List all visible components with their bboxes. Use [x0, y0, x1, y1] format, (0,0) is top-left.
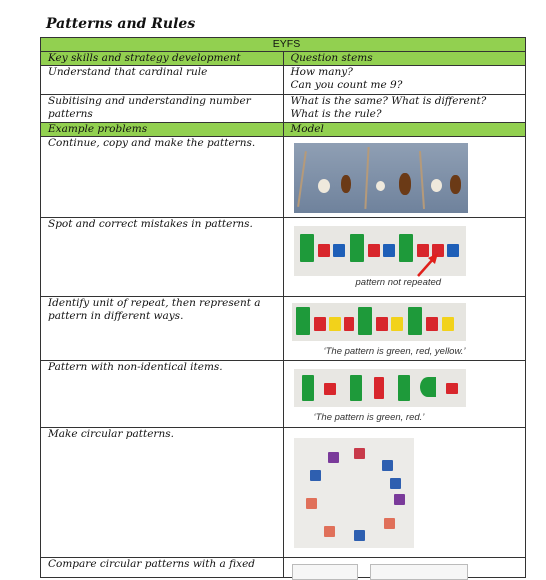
pine-cone	[450, 175, 461, 194]
green-cube	[296, 307, 310, 335]
green-cube	[408, 307, 422, 335]
shell	[376, 181, 385, 191]
blue-cube	[310, 470, 321, 481]
page-title: Patterns and Rules	[46, 16, 196, 32]
shapes-photo	[294, 369, 466, 407]
problem-text: Compare circular patterns with a fixed	[41, 558, 284, 578]
model-header: Model	[283, 123, 526, 137]
blue-cube	[354, 530, 365, 541]
problem-row	[41, 361, 526, 428]
red-block	[374, 377, 384, 399]
green-cube	[358, 307, 372, 335]
stage-header-row	[41, 38, 526, 52]
model-caption: ‘The pattern is green, red, yellow.’	[323, 346, 466, 357]
patterns-table	[40, 37, 526, 578]
skill-row	[41, 66, 526, 95]
question-line: How many?	[290, 66, 353, 78]
yellow-cube	[329, 317, 341, 331]
purple-cube	[394, 494, 405, 505]
problem-text: Continue, copy and make the patterns.	[41, 137, 284, 218]
red-cube	[354, 448, 365, 459]
green-cube	[399, 234, 413, 262]
question-line: Can you count me 9?	[290, 79, 403, 91]
question-line: What is the same? What is different?	[290, 95, 487, 107]
red-cube	[306, 498, 317, 509]
red-cube	[314, 317, 326, 331]
yellow-cube	[442, 317, 454, 331]
skill-text: Subitising and understanding number patterns	[41, 95, 284, 123]
pine-cone	[341, 175, 351, 193]
pattern-card	[370, 564, 468, 580]
question-text	[283, 66, 526, 95]
problem-text: Make circular patterns.	[41, 428, 284, 558]
model-cell	[283, 218, 526, 297]
problems-header-row	[41, 123, 526, 137]
green-block	[302, 375, 314, 401]
red-cube	[426, 317, 438, 331]
pine-cone	[399, 173, 411, 195]
skills-header-row	[41, 52, 526, 66]
blue-cube	[382, 460, 393, 471]
red-cube	[344, 317, 354, 331]
stick	[364, 147, 369, 209]
red-cube	[318, 244, 330, 257]
natural-objects-photo	[294, 143, 468, 213]
blue-cube	[333, 244, 345, 257]
green-cube	[300, 234, 314, 262]
red-block	[324, 383, 336, 395]
yellow-cube	[391, 317, 403, 331]
blue-cube	[390, 478, 401, 489]
pattern-card	[292, 564, 358, 580]
skill-text: Understand that cardinal rule	[41, 66, 284, 95]
model-cell	[283, 428, 526, 558]
skills-header: Key skills and strategy development	[41, 52, 284, 66]
questions-header: Question stems	[283, 52, 526, 66]
red-cube	[376, 317, 388, 331]
blue-cube	[447, 244, 459, 257]
problem-row	[41, 218, 526, 297]
model-caption: pattern not repeated	[355, 277, 442, 288]
red-block	[446, 383, 458, 394]
skill-row	[41, 95, 526, 123]
shell	[431, 179, 442, 192]
stick	[297, 151, 307, 207]
shell	[318, 179, 330, 193]
model-caption: ‘The pattern is green, red.’	[313, 412, 425, 423]
problem-row	[41, 428, 526, 558]
model-cell	[283, 361, 526, 428]
question-text	[283, 95, 526, 123]
cubes-photo	[292, 303, 466, 341]
green-block	[398, 375, 410, 401]
red-cube	[324, 526, 335, 537]
green-block	[350, 375, 362, 401]
stick	[418, 151, 424, 209]
stage-header: EYFS	[41, 38, 526, 52]
blue-cube	[383, 244, 395, 257]
problem-text: Spot and correct mistakes in patterns.	[41, 218, 284, 297]
model-cell	[283, 297, 526, 361]
problems-header: Example problems	[41, 123, 284, 137]
red-cube	[384, 518, 395, 529]
problem-text: Pattern with non-identical items.	[41, 361, 284, 428]
green-cube	[350, 234, 364, 262]
problem-row	[41, 137, 526, 218]
problem-row	[41, 297, 526, 361]
question-line: What is the rule?	[290, 108, 382, 120]
purple-cube	[328, 452, 339, 463]
problem-text: Identify unit of repeat, then represent a pattern in different ways.	[41, 297, 284, 361]
model-cell	[283, 137, 526, 218]
red-cube	[368, 244, 380, 257]
green-arc	[420, 377, 436, 397]
circular-pattern-photo	[294, 438, 414, 548]
